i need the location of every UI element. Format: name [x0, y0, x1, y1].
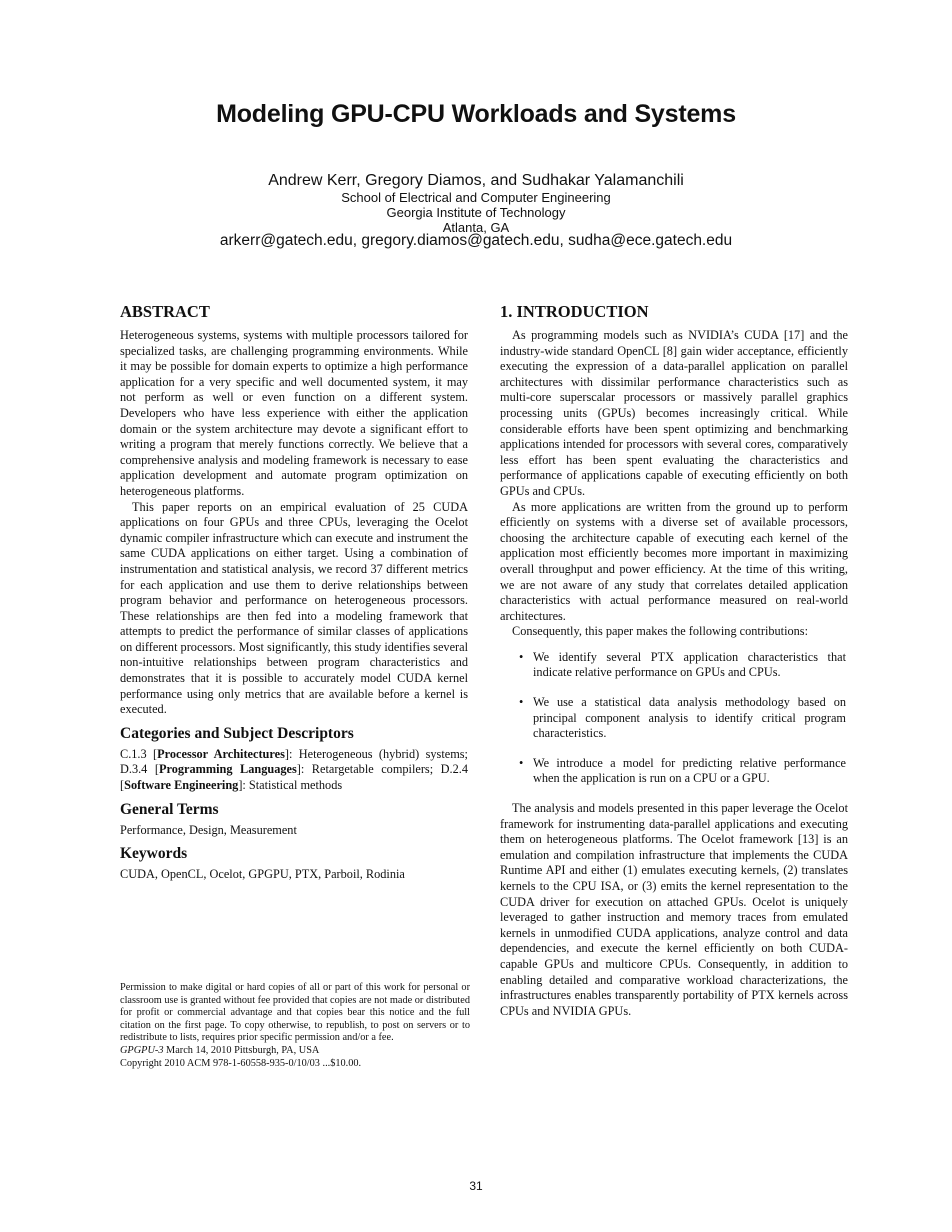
paper-title: Modeling GPU-CPU Workloads and Systems [216, 100, 736, 128]
general-terms-text: Performance, Design, Measurement [120, 822, 297, 837]
left-column [120, 302, 468, 883]
permission-text: Permission to make digital or hard copies of all or part of this work for personal or classroom use is granted without fee provided that copies are not made or distributed for profit or commercial advantage and that copies bear this notice and the full citation on the first page. To copy otherwise, to republish, to post on servers or to redistribute to lists, requires prior specific permission and/or a fee. [120, 982, 470, 1044]
categories-heading: Categories and Subject Descriptors [120, 724, 354, 742]
keywords-text: CUDA, OpenCL, Ocelot, GPGPU, PTX, Parboil, Rodinia [120, 867, 405, 882]
list-item: • We introduce a model for predicting relative performance when the application is run on a CPU or a GPU. [519, 755, 846, 786]
affiliation-location: Atlanta, GA [442, 220, 510, 235]
copyright-line: Copyright 2010 ACM 978-1-60558-935-0/10/03 ...$10.00. [120, 1057, 362, 1069]
general-terms-heading: General Terms [120, 800, 219, 818]
intro-paragraph-2: As more applications are written from the ground up to perform efficiently on systems with a diverse set of available processors, choosing the architecture capable of executing each kernel of the application most efficiently becomes more important in maximizing overall throughput and power efficiency. At the time of this writing, we are not aware of any study that correlates detailed application characteristics with actual performance measured on real-world architectures. [500, 499, 848, 623]
intro-paragraph-3: Consequently, this paper makes the following contributions: [512, 624, 808, 639]
abstract-heading: ABSTRACT [120, 302, 210, 321]
venue-line: GPGPU-3 March 14, 2010 Pittsburgh, PA, USA [120, 1044, 320, 1056]
keywords-heading: Keywords [120, 845, 188, 863]
bullet-icon: • [519, 649, 524, 664]
affiliation-institute: Georgia Institute of Technology [386, 205, 566, 220]
list-item: • We identify several PTX application characteristics that indicate relative performance on GPUs and CPUs. [519, 649, 846, 680]
list-item: • We use a statistical data analysis methodology based on principal component analysis to identify critical program characteristics. [519, 695, 846, 741]
abstract-paragraph-1: Heterogeneous systems, systems with multiple processors tailored for specialized tasks, are challenging programming environments. While it may be possible for domain experts to optimize a high performance application for a very specific and well documented system, it may not perform as well or even function on a different system. Developers who have less experience with either the application domain or the system architecture may devote a significant effort to writing a program that merely functions correctly. We believe that a comprehensive analysis and modeling framework is necessary to ease application development and automate program optimization on heterogeneous platforms. [120, 328, 468, 498]
affiliation-school: School of Electrical and Computer Engineering [341, 190, 611, 205]
abstract-paragraph-2: This paper reports on an empirical evaluation of 25 CUDA applications on four GPUs and three CPUs, leveraging the Ocelot dynamic compiler infrastructure which can execute and instrument the same CUDA applications on either target. Using a combination of instrumentation and statistical analysis, we record 37 different metrics for each application and use them to derive relationships between program behavior and performance on heterogeneous processors. These relationships are then fed into a modeling framework that attempts to predict the performance of similar classes of applications on different processors. Most significantly, this study identifies several non-intuitive relationships between program characteristics and demonstrates that it is possible to accurately model CUDA kernel performance using only metrics that are available before a kernel is executed. [120, 499, 469, 717]
page-number: 31 [469, 1179, 483, 1193]
contributions-list [500, 650, 848, 787]
right-column [500, 302, 848, 1019]
author-emails: arkerr@gatech.edu, gregory.diamos@gatech.edu, sudha@ece.gatech.edu [219, 232, 733, 249]
intro-paragraph-4: The analysis and models presented in this paper leverage the Ocelot framework for instrumenting data-parallel applications and executing them on heterogeneous platforms. The Ocelot framework [13] is an emulation and compilation infrastructure that implements the CUDA Runtime API and either (1) emulates executing kernels, (2) translates kernels to the CPU ISA, or (3) emits the kernel representation to the CUDA driver for execution on attached GPUs. Ocelot is uniquely leveraged to gather instruction and memory traces from emulated kernels in unmodified CUDA applications, analyze control and data dependencies, and execute the kernel efficiently on both CUDA-capable GPUs and multicore CPUs. Consequently, in addition to enabling detailed and comparative workload characterizations, the infrastructures enables transparently portability of PTX kernels across CPUs and NVIDIA GPUs. [500, 801, 848, 1018]
bullet-icon: • [519, 755, 524, 770]
introduction-heading: 1. INTRODUCTION [500, 302, 649, 321]
permission-notice [120, 982, 470, 1070]
bullet-icon: • [519, 695, 524, 710]
categories-text: C.1.3 [Processor Architectures]: Heterogeneous (hybrid) systems; D.3.4 [Programming Languages]: Retargetable compilers; D.2.4 [Software Engineering]: Statistical methods [120, 746, 468, 793]
intro-paragraph-1: As programming models such as NVIDIA’s CUDA [17] and the industry-wide standard OpenCL [8] gain wider acceptance, efficiently executing the expression of a data-parallel application on parallel architectures with dissimilar performance characteristics such as multi-core superscalar processors or massively parallel graphics processing units (GPUs) becomes increasingly critical. While considerable efforts have been spent optimizing and benchmarking applications intended for processors with several cores, comparatively less effort has been spent evaluating the characteristics and performance of applications capable of executing efficiently on both GPUs and CPUs. [500, 328, 848, 498]
author-list: Andrew Kerr, Gregory Diamos, and Sudhakar Yalamanchili [268, 172, 684, 189]
